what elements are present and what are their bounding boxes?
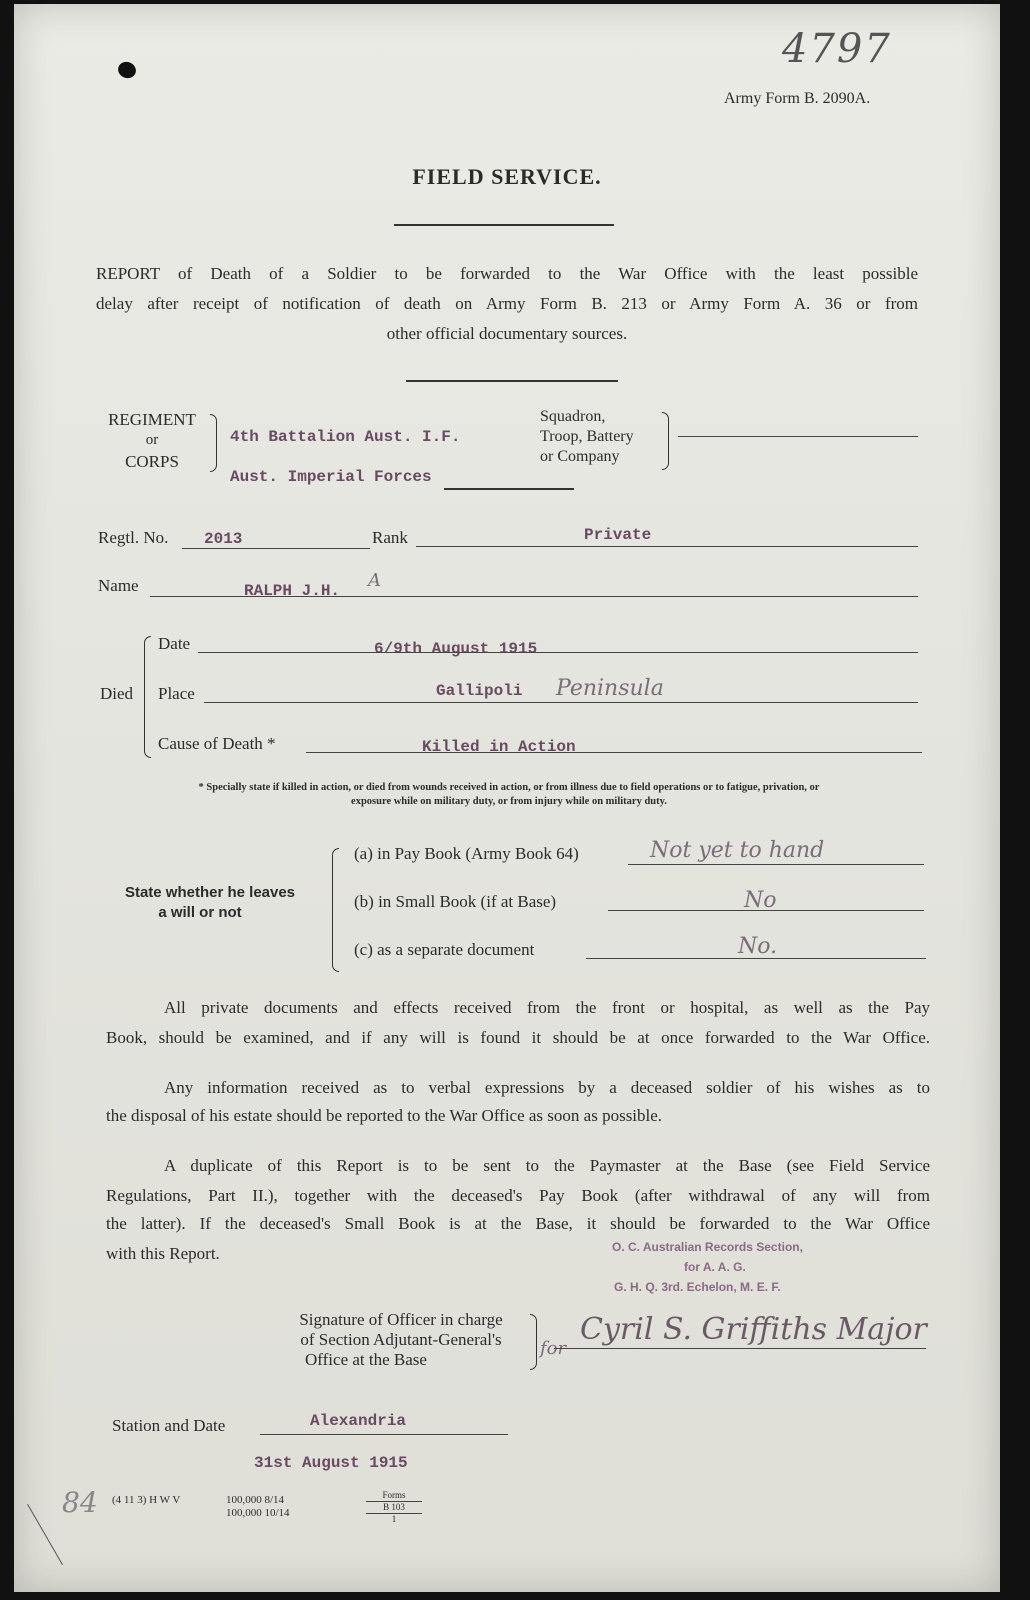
will-a-label: (a) in Pay Book (Army Book 64) <box>354 844 579 863</box>
squadron-label-1: Squadron, <box>540 408 606 425</box>
punch-hole <box>116 59 138 80</box>
para1-line-1: All private documents and effects received from the front or hospital, as well as the Pay <box>164 998 930 1017</box>
signature-rule <box>554 1348 926 1349</box>
will-b-label: (b) in Small Book (if at Base) <box>354 892 557 911</box>
para1-line-2: Book, should be examined, and if any will is found it should be at once forwarded to the War Office. <box>106 1028 930 1047</box>
page-title: FIELD SERVICE. <box>412 164 602 189</box>
will-c-rule <box>586 958 926 959</box>
print-run-2: 100,000 10/14 <box>226 1507 290 1519</box>
died-place-value: Gallipoli <box>436 682 523 700</box>
para3-line-1: A duplicate of this Report is to be sent to the Paymaster at the Base (see Field Service <box>164 1156 930 1175</box>
died-place-label: Place <box>158 684 195 703</box>
rank-rule <box>416 546 918 547</box>
print-code: (4 11 3) H W V <box>112 1494 181 1506</box>
died-place-rule <box>204 702 918 703</box>
died-cause-rule <box>306 752 922 753</box>
stamp-line-3: G. H. Q. 3rd. Echelon, M. E. F. <box>614 1280 781 1294</box>
regiment-label-1: REGIMENT <box>108 410 196 429</box>
stamp-line-1: O. C. Australian Records Section, <box>612 1240 803 1254</box>
will-a-value: Not yet to hand <box>650 838 825 863</box>
will-c-value: No. <box>738 934 778 959</box>
document-number: 4797 <box>782 26 892 72</box>
station-date: 31st August 1915 <box>254 1454 408 1472</box>
forms-1: Forms <box>382 1490 406 1500</box>
signature-label-2: of Section Adjutant-General's <box>300 1330 502 1349</box>
regiment-label-3: CORPS <box>125 452 179 471</box>
regiment-value-2: Aust. Imperial Forces <box>230 468 432 486</box>
signature-brace <box>530 1314 537 1370</box>
squadron-label-2: Troop, Battery <box>540 428 634 445</box>
died-place-handwritten: Peninsula <box>556 676 664 701</box>
will-brace <box>332 848 339 972</box>
corner-fold-line <box>27 1504 63 1565</box>
will-label-2: a will or not <box>158 904 242 921</box>
station-label: Station and Date <box>112 1416 226 1435</box>
form-id: Army Form B. 2090A. <box>724 90 871 107</box>
died-date-label: Date <box>158 634 191 653</box>
intro-line-3: other official documentary sources. <box>386 324 628 343</box>
died-label: Died <box>100 684 134 703</box>
stamp-line-2: for A. A. G. <box>684 1260 746 1274</box>
will-c-label: (c) as a separate document <box>354 940 535 959</box>
signature-label-1: Signature of Officer in charge <box>299 1310 503 1329</box>
title-rule <box>394 224 614 226</box>
name-handwritten: A <box>368 570 381 591</box>
regiment-brace <box>210 414 217 472</box>
rank-value: Private <box>584 526 652 544</box>
signature-name: Cyril S. Griffiths Major <box>580 1312 927 1347</box>
forms-2: B 103 <box>383 1502 405 1512</box>
died-cause-value: Killed in Action <box>422 738 576 756</box>
squadron-label-3: or Company <box>540 448 620 465</box>
signature-prefix: for <box>540 1338 567 1359</box>
document-page <box>14 4 1000 1592</box>
name-value: RALPH J.H. <box>244 582 341 600</box>
died-date-value: 6/9th August 1915 <box>374 640 538 658</box>
para3-line-3: the latter). If the deceased's Small Book is at the Base, it should be forwarded to the War Office <box>106 1214 930 1233</box>
footnote-line-2: exposure while on military duty, or from injury while on military duty. <box>351 796 667 807</box>
signature-label-3: Office at the Base <box>305 1350 427 1369</box>
squadron-rule <box>678 436 918 437</box>
died-date-rule <box>198 652 918 653</box>
para3-line-2: Regulations, Part II.), together with the deceased's Pay Book (after withdrawal of any will from <box>106 1186 930 1205</box>
print-run-1: 100,000 8/14 <box>226 1494 285 1506</box>
regiment-value-1: 4th Battalion Aust. I.F. <box>230 428 461 446</box>
name-label: Name <box>98 576 139 595</box>
died-brace <box>144 636 151 758</box>
regtl-no-value: 2013 <box>204 530 243 548</box>
regiment-rule <box>444 488 574 490</box>
footnote-line-1: * Specially state if killed in action, or died from wounds received in action, or from illness due to field operations or to fatigue, privation, or <box>198 782 820 793</box>
will-b-rule <box>608 910 924 911</box>
intro-line-2: delay after receipt of notification of death on Army Form B. 213 or Army Form A. 36 or from <box>96 294 918 313</box>
para3-line-4: with this Report. <box>106 1244 220 1263</box>
will-a-rule <box>628 864 924 865</box>
squadron-brace <box>662 412 669 470</box>
para2-line-1: Any information received as to verbal expressions by a deceased soldier of his wishes as to <box>164 1078 930 1097</box>
regiment-label-2: or <box>145 432 159 448</box>
station-rule <box>260 1434 508 1435</box>
will-label-1: State whether he leaves <box>124 884 296 901</box>
regtl-no-rule <box>182 548 370 549</box>
intro-rule <box>406 380 618 382</box>
regtl-no-label: Regtl. No. <box>98 528 169 547</box>
intro-line-1: REPORT of Death of a Soldier to be forwarded to the War Office with the least possible <box>96 264 918 283</box>
rank-label: Rank <box>372 528 408 547</box>
will-b-value: No <box>744 888 777 913</box>
margin-mark: 84 <box>62 1486 98 1519</box>
died-cause-label: Cause of Death * <box>158 734 276 753</box>
station-place: Alexandria <box>310 1412 407 1430</box>
forms-3: 1 <box>391 1514 397 1524</box>
para2-line-2: the disposal of his estate should be reported to the War Office as soon as possible. <box>106 1106 663 1125</box>
name-rule <box>150 596 918 597</box>
